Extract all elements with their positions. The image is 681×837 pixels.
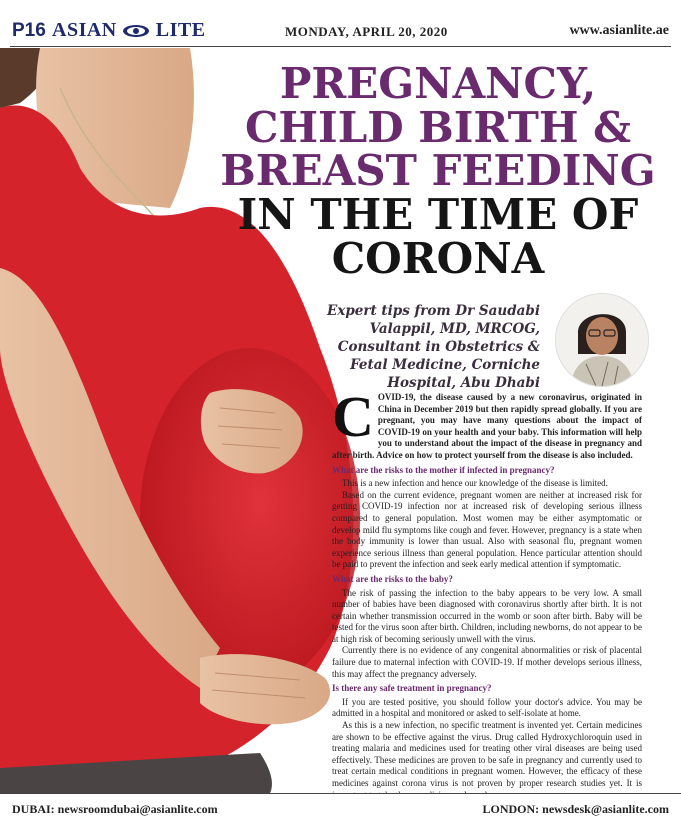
logo-emblem-icon [122,24,150,38]
footer-dubai-email[interactable]: DUBAI: newsroomdubai@asianlite.com [12,802,218,816]
question-heading: What are the risks to the mother if infected in pregnancy? [332,464,555,475]
paragraph: The risk of passing the infection to the baby appears to be very low. A small number of babies have been diagnosed with coronavirus shortly after birth. It is not certain whether transmission occurred in the womb or soon after birth. Baby will be tested for the virus soon after birth. Children, including newborns, do not appear to be at high risk of becoming seriously unwell with the virus. [332,587,642,644]
paragraph: Based on the current evidence, pregnant women are neither at increased risk for getting COVID-19 infection nor at increased risk of developing serious illness compared to general population. Most women may be either asymptomatic or develop mild flu symptoms like cough and fever. However, pregnancy is a state when the body immunity is lower than usual. Also with seasonal flu, pregnant women experience serious illness than general population. Hence particular attention should be paid to prevent the infection and seek early medical attention if symptomatic. [332,489,642,570]
page-footer [0,793,681,837]
publication-logo [52,19,206,42]
byline: Expert tips from Dr Saudabi Valappil, MD, MRCOG, Consultant in Obstetrics & Fetal Medicine, Corniche Hospital, Abu Dhabi [326,303,540,391]
paragraph: If you are tested positive, you should follow your doctor's advice. You may be admitted in a hospital and monitored or asked to self-isolate at home. [332,696,642,719]
headline-line-1: PREGNANCY, [279,59,597,108]
author-portrait [555,293,649,387]
logo-text-left: ASIAN [52,19,117,41]
paragraph: Currently there is no evidence of any congenital abnormalities or risk of placental failure due to maternal infection with COVID-19. If mother develops serious illness, this may affect the pregnancy adversely. [332,645,642,679]
paragraph: This is a new infection and hence our knowledge of the disease is limited. [342,478,608,489]
issue-date: MONDAY, APRIL 20, 2020 [285,24,448,39]
headline-line-3: BREAST FEEDING [220,146,656,196]
masthead-rule [10,46,671,47]
headline-line-2: CHILD BIRTH & [244,102,632,152]
paragraph: As this is a new infection, no specific treatment is invented yet. Certain medicines are shown to be effective against the virus. Drug called Hydroxychloroquin used in treating malaria and medicines used for treating other viral diseases are being used effectively. These medicines are proven to be safe in pregnancy and currently used to treat certain medical conditions in pregnant women. However, the efficacy of these medicines against corona virus is not proven by proper research studies yet. It is [332,720,642,788]
headline [205,59,671,283]
website-url[interactable]: www.asianlite.ae [569,23,669,38]
question-heading: What are the risks to the baby? [332,573,453,584]
masthead [0,0,681,48]
page-number: P16 [12,20,46,41]
drop-cap: C [332,384,374,449]
logo-text-right: LITE [155,19,206,41]
article-body [332,384,642,801]
headline-line-5: CORONA [331,233,545,283]
question-heading: Is there any safe treatment in pregnancy? [332,683,492,694]
footer-london-email[interactable]: LONDON: newsdesk@asianlite.com [482,802,669,816]
headline-line-4: IN THE TIME OF [237,190,639,240]
article-lead: OVID-19, the disease caused by a new coronavirus, originated in China in December 2019 but then rapidly spread globally. If you are pregnant, you may have many questions about the impact of COVID-19 on your health and your baby. This information will help you to understand about the impact of the disease in pregnancy and after birth. Advice on how to protect yourself from the disease is also included. [332,392,642,460]
